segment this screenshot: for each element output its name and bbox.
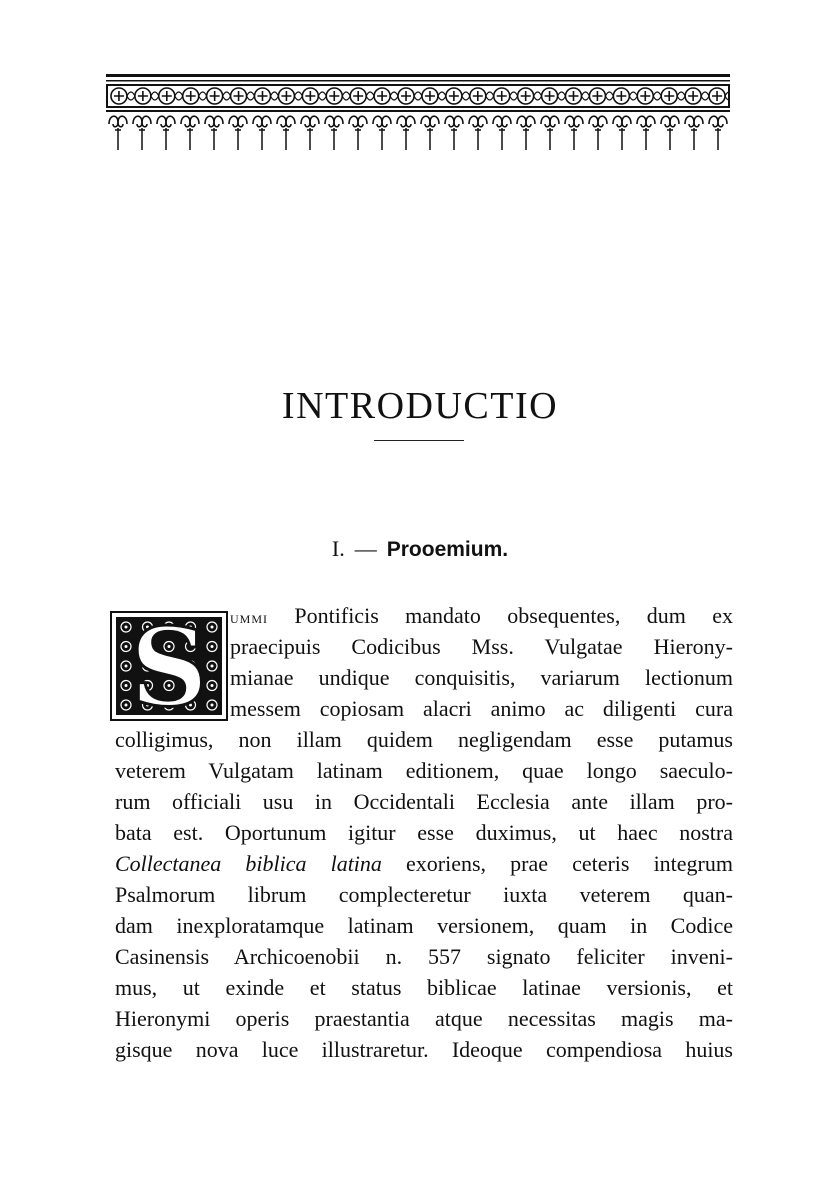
ornament-scroll [373,116,391,150]
ornament-scroll [181,116,199,150]
text-line: gisque nova luce illustraretur. Ideoque compendiosa huius [115,1037,733,1062]
text-line: messem copiosam alacri animo ac diligenti cura [230,696,733,721]
ornament-scroll [109,116,127,150]
ornament-scroll [565,116,583,150]
ornament-scroll [397,116,415,150]
ornament-scroll [613,116,631,150]
ornament-scroll [325,116,343,150]
ornament-scroll [277,116,295,150]
ornament-scroll [445,116,463,150]
text-line: Hieronymi operis praestantia atque necessitas magis ma- [115,1006,733,1031]
text-line: mus, ut exinde et status biblicae latinae versionis, et [115,975,733,1000]
text-line: Collectanea biblica latina exoriens, prae ceteris integrum [115,851,733,876]
text-line: dam inexploratamque latinam versionem, quam in Codice [115,913,733,938]
ornament-scroll [253,116,271,150]
text-line: colligimus, non illam quidem negligendam esse putamus [115,727,733,752]
ornament-scroll [589,116,607,150]
title-divider [374,440,464,441]
text-line: ummi Pontificis mandato obsequentes, dum ex [230,603,733,628]
header-ornament [106,74,730,158]
text-line: rum officiali usu in Occidentali Ecclesia ante illam pro- [115,789,733,814]
ornament-scroll [205,116,223,150]
dropcap-letter: S [130,611,208,721]
ornament-scroll [661,116,679,150]
ornament-scroll [637,116,655,150]
ornament-scroll [133,116,151,150]
ornament-scroll [493,116,511,150]
italic-title: Collectanea biblica latina [115,851,382,876]
text-line: Psalmorum librum complecteretur iuxta veterem quan- [115,882,733,907]
page-title: INTRODUCTIO [281,385,559,428]
section-name: Prooemium. [386,538,509,561]
smallcaps-word: ummi [230,608,269,627]
section-dash: — [354,536,377,561]
text-line: mianae undique conquisitis, variarum lectionum [230,665,733,690]
text-line: veterem Vulgatam latinam editionem, quae longo saeculo- [115,758,733,783]
ornament-scroll [349,116,367,150]
ornament-scroll [301,116,319,150]
ornament-scroll [541,116,559,150]
ornament-scroll [157,116,175,150]
text-line: Casinensis Archicoenobii n. 557 signato feliciter inveni- [115,944,733,969]
ornament-scroll [709,116,727,150]
ornament-scroll [517,116,535,150]
ornament-scroll [469,116,487,150]
text-line: praecipuis Codicibus Mss. Vulgatae Hierony- [230,634,733,659]
ornament-scroll [421,116,439,150]
ornament-scroll [229,116,247,150]
body-paragraph [115,600,733,1065]
section-heading [0,536,840,562]
section-number: I. [331,536,345,561]
ornament-scroll [685,116,703,150]
text-line: bata est. Oportunum igitur esse duximus, ut haec nostra [115,820,733,845]
ornament-band-graphic [106,74,730,158]
